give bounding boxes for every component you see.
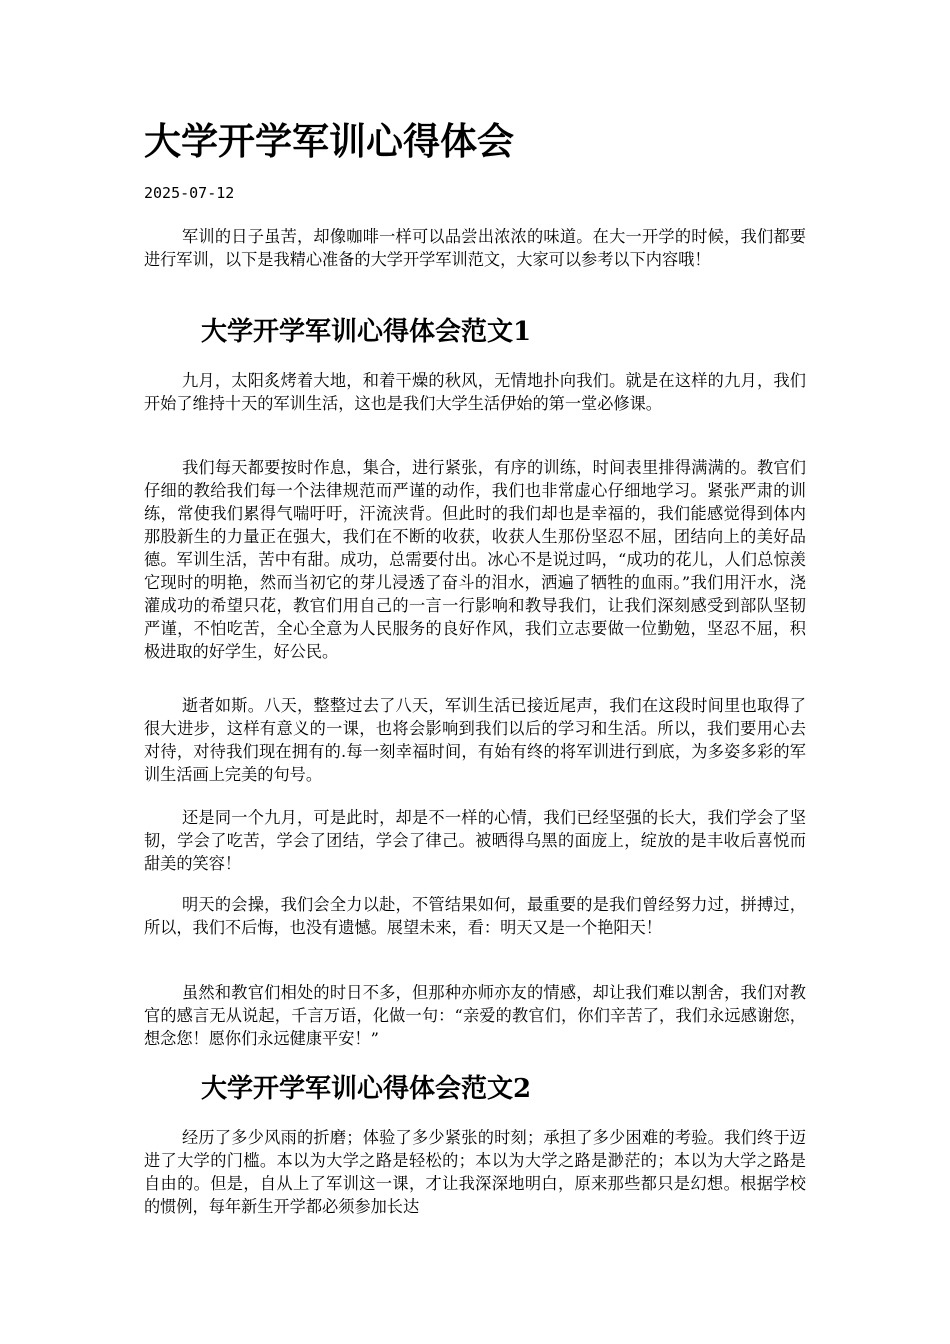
document-title: 大学开学军训心得体会: [144, 119, 514, 163]
section-1-paragraph-6: 虽然和教官们相处的时日不多，但那种亦师亦友的情感，却让我们难以割舍，我们对教官的感言无从说起，千言万语，化做一句：“亲爱的教官们，你们辛苦了，我们永远感谢您，想念您！愿你们永远健康平安！”: [144, 983, 806, 1048]
section-1-paragraph-5: 明天的会操，我们会全力以赴，不管结果如何，最重要的是我们曾经努力过，拼搏过，所以，我们不后悔，也没有遗憾。展望未来，看：明天又是一个艳阳天！: [144, 895, 806, 937]
section-1-paragraph-4: 还是同一个九月，可是此时，却是不一样的心情，我们已经坚强的长大，我们学会了坚韧，学会了吃苦，学会了团结，学会了律己。被晒得乌黑的面庞上，绽放的是丰收后喜悦而甜美的笑容！: [144, 808, 806, 873]
section-1-paragraph-3: 逝者如斯。八天，整整过去了八天，军训生活已接近尾声，我们在这段时间里也取得了很大进步，这样有意义的一课，也将会影响到我们以后的学习和生活。所以，我们要用心去对待，对待我们现在拥有的.每一刻幸福时间，有始有终的将军训进行到底，为多姿多彩的军训生活画上完美的句号。: [144, 696, 806, 784]
section-1-paragraph-2: 我们每天都要按时作息，集合，进行紧张，有序的训练，时间表里排得满满的。教官们仔细的教给我们每一个法律规范而严谨的动作，我们也非常虚心仔细地学习。紧张严肃的训练，常使我们累得气喘吁吁，汗流浃背。但此时的我们却也是幸福的，我们能感觉得到体内那股新生的力量正在强大，我们在不断的收获，收获人生那份坚忍不屈，团结向上的美好品德。军训生活，苦中有甜。成功，总需要付出。冰心不是说过吗，“成功的花儿，人们总惊羡它现时的明艳，然而当初它的芽儿浸透了奋斗的泪水，洒遍了牺牲的血雨。”我们用汗水，浇灌成功的希望只花，教官们用自己的一言一行影响和教导我们，让我们深刻感受到部队坚韧严谨，不怕吃苦，全心全意为人民服务的良好作风，我们立志要做一位勤勉，坚忍不屈，积极进取的好学生，好公民。: [144, 458, 806, 661]
section-1-paragraph-1: 九月，太阳炙烤着大地，和着干燥的秋风，无情地扑向我们。就是在这样的九月，我们开始了维持十天的军训生活，这也是我们大学生活伊始的第一堂必修课。: [144, 371, 806, 413]
section-2-paragraph-1: 经历了多少风雨的折磨；体验了多少紧张的时刻；承担了多少困难的考验。我们终于迈进了大学的门槛。本以为大学之路是轻松的；本以为大学之路是渺茫的；本以为大学之路是自由的。但是，自从上了军训这一课，才让我深深地明白，原来那些都只是幻想。根据学校的惯例，每年新生开学都必须参加长达: [144, 1128, 806, 1216]
intro-paragraph: 军训的日子虽苦，却像咖啡一样可以品尝出浓浓的味道。在大一开学的时候，我们都要进行军训，以下是我精心准备的大学开学军训范文，大家可以参考以下内容哦！: [144, 227, 806, 269]
section-2-heading: 大学开学军训心得体会范文2: [201, 1074, 532, 1104]
document-date: 2025-07-12: [144, 184, 235, 202]
section-1-heading: 大学开学军训心得体会范文1: [201, 317, 532, 347]
